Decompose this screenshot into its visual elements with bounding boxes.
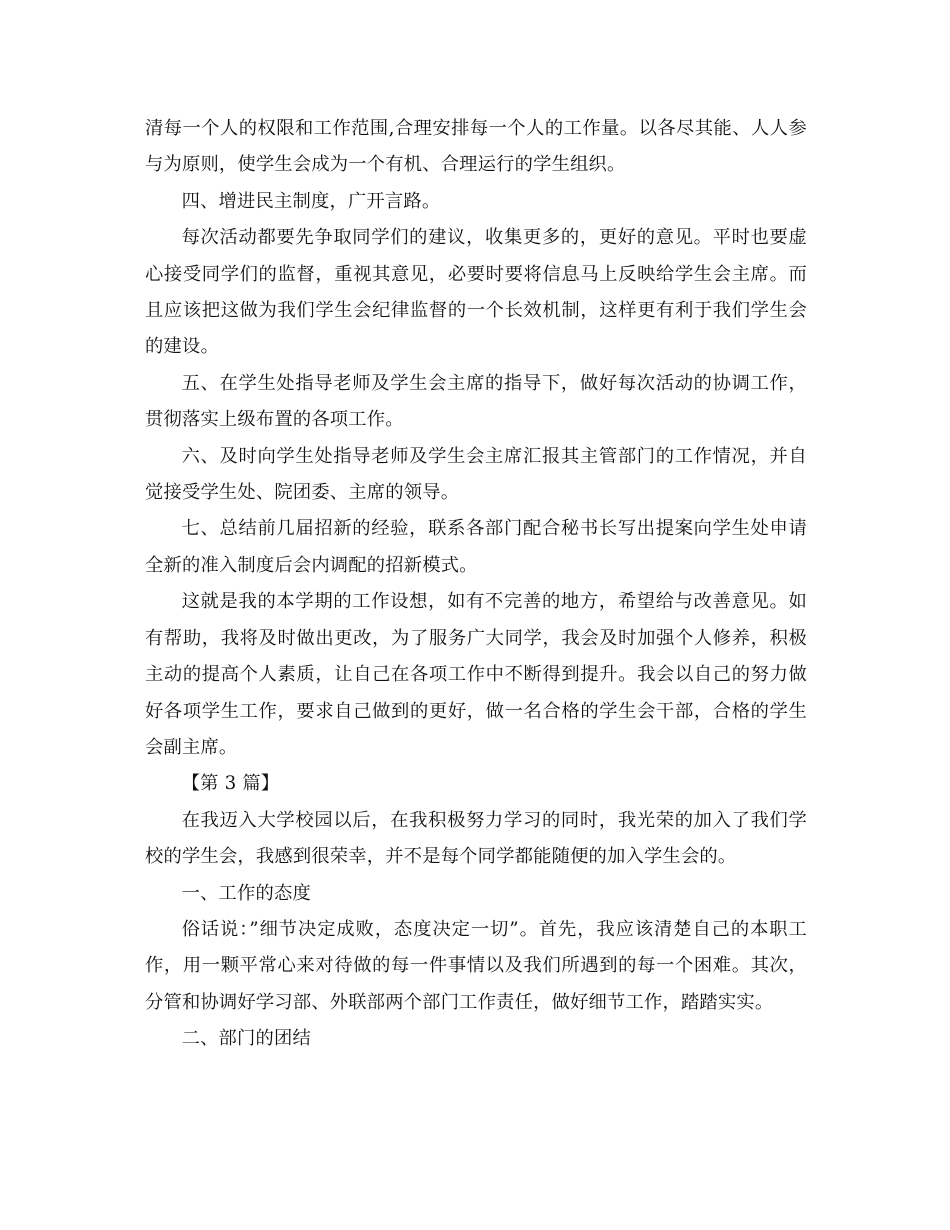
paragraph-joining: 在我迈入大学校园以后，在我积极努力学习的同时，我光荣的加入了我们学校的学生会，我感到很荣幸，并不是每个同学都能随便的加入学生会的。 [145, 809, 807, 868]
section-heading-part-3: 【第 3 篇】 [181, 773, 280, 795]
paragraph-coordination: 五、在学生处指导老师及学生会主席的指导下，做好每次活动的协调工作，贯彻落实上级布置的各项工作。 [145, 372, 807, 431]
paragraph-summary: 这就是我的本学期的工作设想，如有不完善的地方，希望给与改善意见。如有帮助，我将及时做出更改，为了服务广大同学，我会及时加强个人修养，积极主动的提高个人素质，让自己在各项工作中不断得到提升。我会以自己的努力做好各项学生工作，要求自己做到的更好，做一名合格的学生会干部，合格的学生会副主席。 [145, 591, 807, 758]
paragraph-reporting: 六、及时向学生处指导老师及学生会主席汇报其主管部门的工作情况，并自觉接受学生处、院团委、主席的领导。 [145, 445, 807, 504]
paragraph-recruitment: 七、总结前几届招新的经验，联系各部门配合秘书长写出提案向学生处申请全新的准入制度后会内调配的招新模式。 [145, 518, 807, 576]
paragraph-suggestions: 每次活动都要先争取同学们的建议，收集更多的，更好的意见。平时也要虚心接受同学们的监督，重视其意见，必要时要将信息马上反映给学生会主席。而且应该把这做为我们学生会纪律监督的一个长效机制，这样更有利于我们学生会的建设。 [145, 227, 807, 358]
document-body [145, 111, 807, 1058]
heading-democracy: 四、增进民主制度，广开言路。 [181, 190, 441, 212]
heading-work-attitude: 一、工作的态度 [181, 882, 311, 904]
heading-department-unity: 二、部门的团结 [181, 1028, 311, 1050]
paragraph-continuation: 清每一个人的权限和工作范围,合理安排每一个人的工作量。以各尽其能、人人参与为原则，使学生会成为一个有机、合理运行的学生组织。 [145, 118, 807, 176]
paragraph-attitude: 俗话说：”细节决定成败，态度决定一切”。首先，我应该清楚自己的本职工作，用一颗平常心来对待做的每一件事情以及我们所遇到的每一个困难。其次，分管和协调好学习部、外联部两个部门工作责任，做好细节工作，踏踏实实。 [145, 918, 807, 1013]
